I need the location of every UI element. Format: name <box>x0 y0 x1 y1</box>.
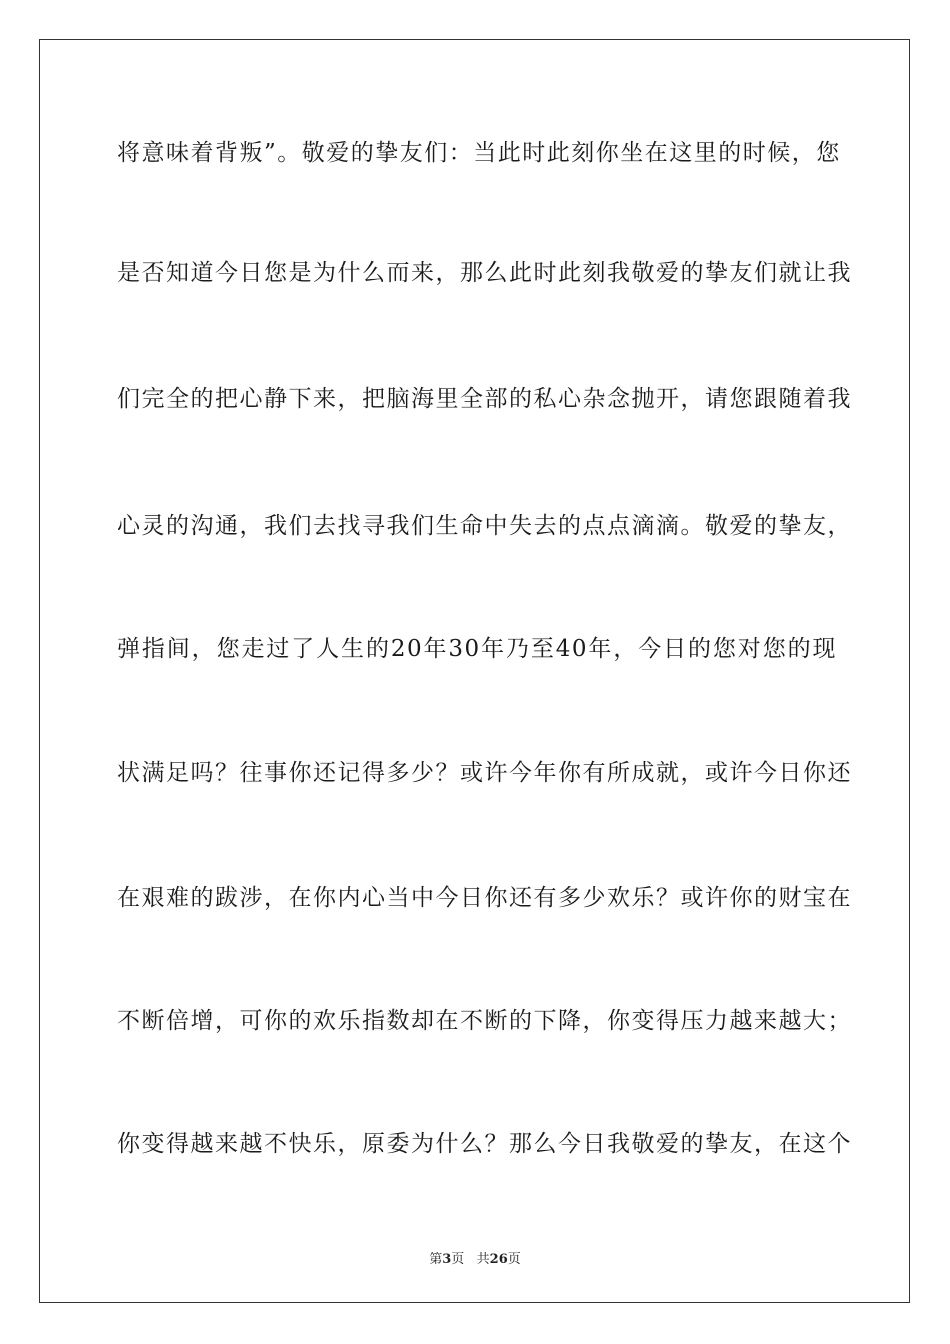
footer-prefix: 第 <box>429 1252 443 1267</box>
text-line: 不断倍增，可你的欢乐指数却在不断的下降，你变得压力越来越大； <box>117 1008 852 1034</box>
total-page-count: 26 <box>489 1252 508 1267</box>
text-line: 你变得越来越不快乐，原委为什么？那么今日我敬爱的挚友，在这个 <box>117 1131 852 1157</box>
text-line: 状满足吗？往事你还记得多少？或许今年你有所成就，或许今日你还 <box>117 760 852 786</box>
footer-mid: 页 共 <box>451 1252 490 1267</box>
text-line: 弹指间，您走过了人生的20年30年乃至40年，今日的您对您的现 <box>117 636 837 662</box>
text-line: 将意味着背叛”。敬爱的挚友们：当此时此刻你坐在这里的时候，您 <box>117 140 841 166</box>
page-number-footer <box>0 1248 950 1267</box>
footer-suffix: 页 <box>507 1252 521 1267</box>
text-line: 是否知道今日您是为什么而来，那么此时此刻我敬爱的挚友们就让我 <box>117 260 852 286</box>
text-line: 在艰难的跋涉，在你内心当中今日你还有多少欢乐？或许你的财宝在 <box>117 885 852 911</box>
page-border <box>39 39 910 1303</box>
current-page-number: 3 <box>442 1252 452 1267</box>
text-line: 们完全的把心静下来，把脑海里全部的私心杂念抛开，请您跟随着我 <box>117 386 852 412</box>
text-line: 心灵的沟通，我们去找寻我们生命中失去的点点滴滴。敬爱的挚友， <box>117 513 852 539</box>
